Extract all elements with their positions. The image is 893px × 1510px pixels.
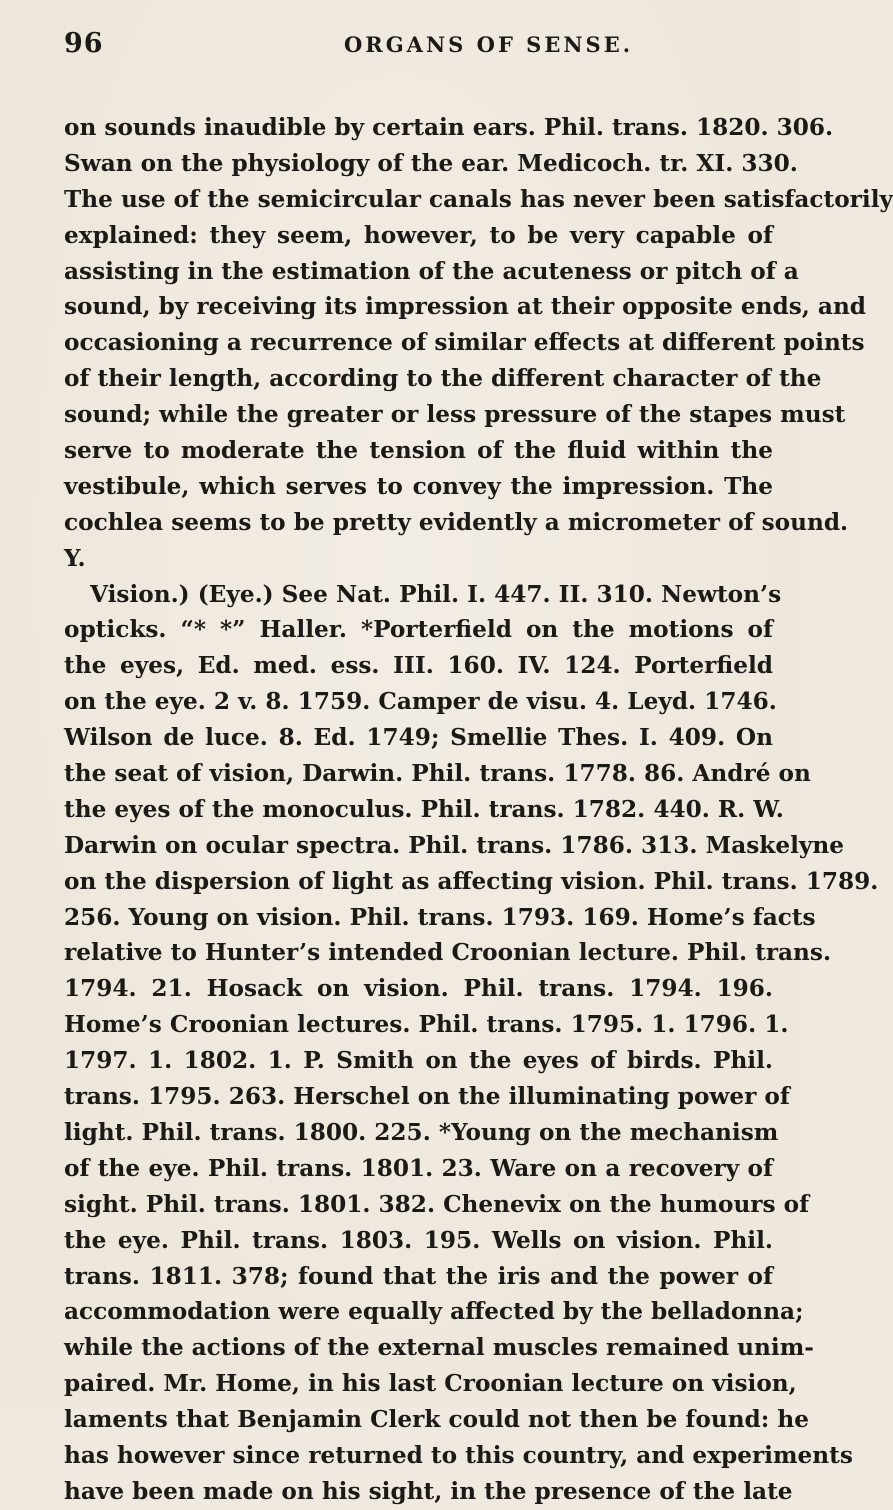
text-line: 1794. 21. Hosack on vision. Phil. trans. 1794. 196. (64, 975, 773, 1003)
text-line: The use of the semicircular canals has never been satisfactorily (64, 185, 893, 213)
text-line: has however since returned to this country, and experiments (64, 1441, 853, 1469)
text-line: the eye. Phil. trans. 1803. 195. Wells on vision. Phil. (64, 1226, 773, 1254)
text-line: Swan on the physiology of the ear. Medicoch. tr. XI. 330. (64, 149, 798, 177)
text-line: Wilson de luce. 8. Ed. 1749; Smellie Thes. I. 409. On (64, 724, 773, 752)
text-line: have been made on his sight, in the presence of the late (64, 1477, 793, 1505)
text-line: explained: they seem, however, to be very capable of (64, 221, 773, 249)
text-line: laments that Benjamin Clerk could not then be found: he (64, 1406, 810, 1434)
text-line: 1797. 1. 1802. 1. P. Smith on the eyes of birds. Phil. (64, 1047, 773, 1075)
text-line: relative to Hunter’s intended Croonian lecture. Phil. trans. (64, 939, 832, 967)
text-line: of their length, according to the different character of the (64, 365, 822, 393)
text-line: vestibule, which serves to convey the impression. The (64, 472, 773, 500)
text-line: sound; while the greater or less pressure of the stapes must (64, 401, 846, 429)
text-line: the seat of vision, Darwin. Phil. trans. 1778. 86. André on (64, 760, 811, 788)
text-line: sound, by receiving its impression at their opposite ends, and (64, 293, 867, 321)
text-line: opticks. “* *” Haller. *Porterfield on the motions of (64, 616, 773, 644)
text-line: on sounds inaudible by certain ears. Phil. trans. 1820. 306. (64, 114, 834, 141)
text-line: the eyes of the monoculus. Phil. trans. 1782. 440. R. W. (64, 795, 784, 823)
text-line: cochlea seems to be pretty evidently a micrometer of sound. (64, 508, 849, 536)
text-line: the eyes, Ed. med. ess. III. 160. IV. 124. Porterfield (64, 652, 773, 680)
text-line: sight. Phil. trans. 1801. 382. Chenevix on the humours of (64, 1190, 810, 1218)
text-line: 256. Young on vision. Phil. trans. 1793. 169. Home’s facts (64, 903, 816, 931)
text-line: of the eye. Phil. trans. 1801. 23. Ware on a recovery of (64, 1154, 773, 1182)
body-text (64, 110, 893, 1510)
text-line: light. Phil. trans. 1800. 225. *Young on the mechanism (64, 1118, 779, 1146)
text-line: paired. Mr. Home, in his last Croonian lecture on vision, (64, 1370, 797, 1398)
text-line: Y. (64, 544, 86, 572)
text-line: accommodation were equally affected by the belladonna; (64, 1298, 804, 1326)
page-header (64, 28, 764, 68)
page-number: 96 (64, 28, 104, 59)
text-line: while the actions of the external muscles remained unim- (64, 1334, 814, 1362)
text-line: occasioning a recurrence of similar effects at different points (64, 329, 865, 357)
text-line: trans. 1795. 263. Herschel on the illuminating power of (64, 1083, 790, 1111)
running-head: ORGANS OF SENSE. (344, 32, 634, 57)
text-line: on the eye. 2 v. 8. 1759. Camper de visu. 4. Leyd. 1746. (64, 688, 777, 716)
text-line: on the dispersion of light as affecting vision. Phil. trans. 1789. (64, 867, 879, 895)
text-line: Home’s Croonian lectures. Phil. trans. 1795. 1. 1796. 1. (64, 1011, 789, 1039)
text-line: serve to moderate the tension of the fluid within the (64, 437, 773, 465)
text-line: trans. 1811. 378; found that the iris and the power of (64, 1262, 773, 1290)
text-line: Darwin on ocular spectra. Phil. trans. 1786. 313. Maskelyne (64, 831, 844, 859)
text-line: Vision.) (Eye.) See Nat. Phil. I. 447. II. 310. Newton’s (90, 580, 782, 608)
text-line: assisting in the estimation of the acuteness or pitch of a (64, 257, 799, 285)
